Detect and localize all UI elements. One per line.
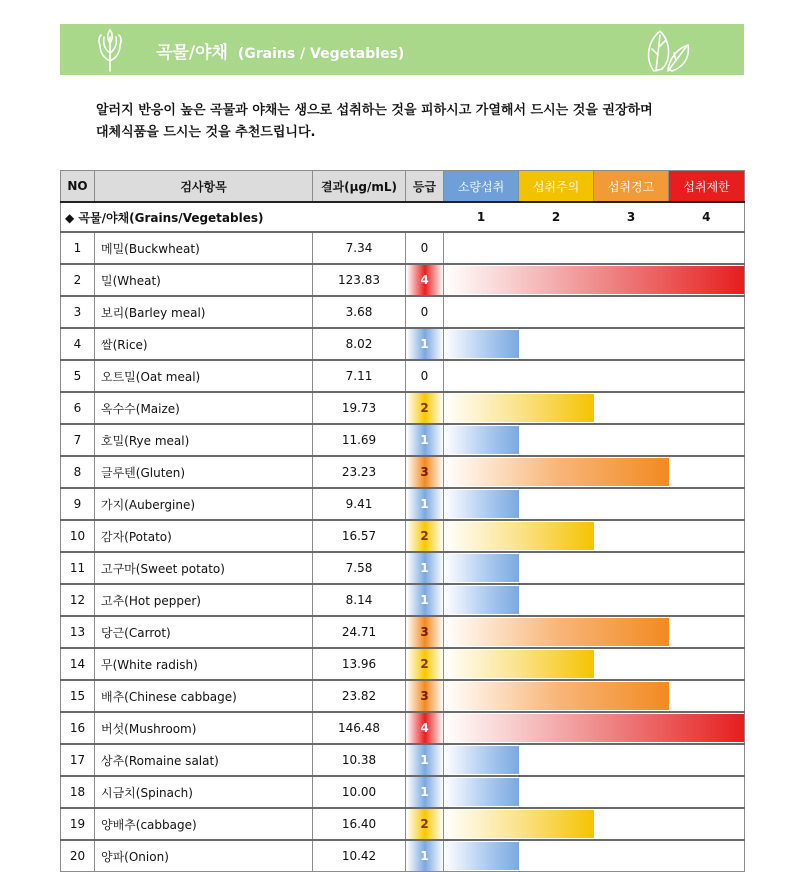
grade-cell (406, 328, 444, 360)
grade-value: 0 (420, 305, 429, 319)
intro-line-2: 대체식품을 드시는 것을 추천드립니다. (96, 125, 316, 140)
level-bar (444, 266, 744, 294)
result-value: 123.83 (313, 264, 406, 296)
grade-cell (406, 744, 444, 776)
grade-cell (406, 232, 444, 264)
result-value: 19.73 (313, 392, 406, 424)
grade-value: 1 (420, 497, 429, 511)
col-item: 검사항목 (95, 171, 313, 203)
level-bar (444, 554, 519, 582)
result-value: 10.00 (313, 776, 406, 808)
table-row (61, 776, 745, 808)
level-bar-cell (444, 616, 745, 648)
result-value: 8.14 (313, 584, 406, 616)
result-value: 7.11 (313, 360, 406, 392)
row-number: 7 (61, 424, 95, 456)
grade-cell (406, 616, 444, 648)
row-number: 5 (61, 360, 95, 392)
level-bar-cell (444, 392, 745, 424)
table-header (61, 171, 745, 203)
grade-value: 4 (420, 721, 429, 735)
section-banner (60, 24, 744, 75)
level-bar (444, 746, 519, 774)
level-bar (444, 650, 594, 678)
grade-value: 4 (420, 273, 429, 287)
grade-cell (406, 808, 444, 840)
level-bar-cell (444, 680, 745, 712)
row-number: 18 (61, 776, 95, 808)
item-name: 호밀(Rye meal) (95, 424, 313, 456)
intro-text (96, 100, 746, 144)
grade-value: 0 (420, 241, 429, 255)
grade-cell (406, 360, 444, 392)
col-no: NO (61, 171, 95, 203)
row-number: 2 (61, 264, 95, 296)
grade-value: 3 (420, 465, 429, 479)
table-row (61, 392, 745, 424)
level-bar-cell (444, 360, 745, 392)
item-name: 메밀(Buckwheat) (95, 232, 313, 264)
row-number: 4 (61, 328, 95, 360)
grade-value: 3 (420, 625, 429, 639)
level-bar-cell (444, 776, 745, 808)
item-name: 글루텐(Gluten) (95, 456, 313, 488)
item-name: 고추(Hot pepper) (95, 584, 313, 616)
table-row (61, 712, 745, 744)
grade-value: 2 (420, 657, 429, 671)
item-name: 감자(Potato) (95, 520, 313, 552)
item-name: 가지(Aubergine) (95, 488, 313, 520)
level-bar (444, 490, 519, 518)
table-row (61, 840, 745, 872)
table-row (61, 680, 745, 712)
level-bar (444, 394, 594, 422)
grade-value: 2 (420, 529, 429, 543)
result-value: 7.58 (313, 552, 406, 584)
scale-1: 1 (444, 202, 519, 232)
result-value: 16.57 (313, 520, 406, 552)
grade-value: 1 (420, 785, 429, 799)
level-bar-cell (444, 520, 745, 552)
table-row (61, 296, 745, 328)
level-bar-cell (444, 648, 745, 680)
grade-cell (406, 488, 444, 520)
col-level-3: 섭취경고 (594, 171, 669, 203)
item-name: 밀(Wheat) (95, 264, 313, 296)
section-label: ◆ 곡물/야채(Grains/Vegetables) (61, 202, 444, 232)
result-value: 11.69 (313, 424, 406, 456)
table-row (61, 552, 745, 584)
row-number: 8 (61, 456, 95, 488)
section-row (61, 202, 745, 232)
table-row (61, 264, 745, 296)
result-value: 9.41 (313, 488, 406, 520)
result-value: 13.96 (313, 648, 406, 680)
grade-cell (406, 840, 444, 872)
grade-cell (406, 584, 444, 616)
level-bar (444, 618, 669, 646)
row-number: 9 (61, 488, 95, 520)
table-row (61, 424, 745, 456)
grade-value: 1 (420, 849, 429, 863)
table-row (61, 232, 745, 264)
grade-value: 1 (420, 593, 429, 607)
row-number: 17 (61, 744, 95, 776)
wheat-icon (90, 27, 130, 77)
item-name: 쌀(Rice) (95, 328, 313, 360)
item-name: 옥수수(Maize) (95, 392, 313, 424)
result-value: 16.40 (313, 808, 406, 840)
result-value: 24.71 (313, 616, 406, 648)
level-bar (444, 426, 519, 454)
level-bar-cell (444, 424, 745, 456)
table-row (61, 616, 745, 648)
level-bar (444, 682, 669, 710)
result-value: 146.48 (313, 712, 406, 744)
row-number: 19 (61, 808, 95, 840)
level-bar (444, 586, 519, 614)
row-number: 11 (61, 552, 95, 584)
table-row (61, 360, 745, 392)
table-row (61, 584, 745, 616)
level-bar-cell (444, 328, 745, 360)
level-bar-cell (444, 552, 745, 584)
row-number: 6 (61, 392, 95, 424)
row-number: 20 (61, 840, 95, 872)
result-value: 3.68 (313, 296, 406, 328)
grade-value: 1 (420, 337, 429, 351)
table-row (61, 808, 745, 840)
result-value: 8.02 (313, 328, 406, 360)
level-bar-cell (444, 744, 745, 776)
allergy-table (60, 170, 745, 872)
result-value: 10.42 (313, 840, 406, 872)
intro-line-1: 알러지 반응이 높은 곡물과 야채는 생으로 섭취하는 것을 피하시고 가열해서 드시는 것을 권장하며 (96, 103, 653, 118)
level-bar (444, 778, 519, 806)
row-number: 10 (61, 520, 95, 552)
grade-value: 1 (420, 561, 429, 575)
col-level-4: 섭취제한 (669, 171, 745, 203)
row-number: 13 (61, 616, 95, 648)
grade-cell (406, 296, 444, 328)
level-bar-cell (444, 808, 745, 840)
level-bar-cell (444, 840, 745, 872)
level-bar-cell (444, 712, 745, 744)
grade-value: 3 (420, 689, 429, 703)
row-number: 12 (61, 584, 95, 616)
leaf-icon (640, 25, 694, 79)
item-name: 버섯(Mushroom) (95, 712, 313, 744)
row-number: 14 (61, 648, 95, 680)
result-value: 23.82 (313, 680, 406, 712)
level-bar-cell (444, 296, 745, 328)
grade-cell (406, 424, 444, 456)
grade-value: 1 (420, 753, 429, 767)
grade-cell (406, 520, 444, 552)
grade-value: 2 (420, 401, 429, 415)
title-english: (Grains / Vegetables) (237, 46, 405, 62)
result-value: 23.23 (313, 456, 406, 488)
col-level-2: 섭취주의 (519, 171, 594, 203)
grade-value: 1 (420, 433, 429, 447)
col-level-1: 소량섭취 (444, 171, 519, 203)
item-name: 보리(Barley meal) (95, 296, 313, 328)
table-row (61, 520, 745, 552)
level-bar (444, 810, 594, 838)
level-bar-cell (444, 584, 745, 616)
item-name: 양배추(cabbage) (95, 808, 313, 840)
row-number: 1 (61, 232, 95, 264)
row-number: 16 (61, 712, 95, 744)
item-name: 당근(Carrot) (95, 616, 313, 648)
grade-cell (406, 648, 444, 680)
result-value: 7.34 (313, 232, 406, 264)
level-bar-cell (444, 488, 745, 520)
scale-4: 4 (669, 202, 745, 232)
scale-3: 3 (594, 202, 669, 232)
item-name: 오트밀(Oat meal) (95, 360, 313, 392)
level-bar (444, 330, 519, 358)
col-grade: 등급 (406, 171, 444, 203)
table-row (61, 456, 745, 488)
level-bar-cell (444, 456, 745, 488)
item-name: 배추(Chinese cabbage) (95, 680, 313, 712)
col-result: 결과(μg/mL) (313, 171, 406, 203)
result-value: 10.38 (313, 744, 406, 776)
title-korean: 곡물/야채 (156, 43, 228, 63)
grade-value: 2 (420, 817, 429, 831)
level-bar (444, 522, 594, 550)
table-row (61, 488, 745, 520)
table-row (61, 328, 745, 360)
grade-cell (406, 680, 444, 712)
grade-cell (406, 456, 444, 488)
item-name: 무(White radish) (95, 648, 313, 680)
table-row (61, 744, 745, 776)
grade-cell (406, 264, 444, 296)
item-name: 상추(Romaine salat) (95, 744, 313, 776)
table-row (61, 648, 745, 680)
grade-cell (406, 712, 444, 744)
scale-2: 2 (519, 202, 594, 232)
grade-cell (406, 392, 444, 424)
level-bar-cell (444, 232, 745, 264)
level-bar (444, 458, 669, 486)
level-bar-cell (444, 264, 745, 296)
grade-cell (406, 776, 444, 808)
page-title (156, 38, 404, 63)
grade-cell (406, 552, 444, 584)
item-name: 시금치(Spinach) (95, 776, 313, 808)
level-bar (444, 714, 744, 742)
item-name: 고구마(Sweet potato) (95, 552, 313, 584)
grade-value: 0 (420, 369, 429, 383)
row-number: 15 (61, 680, 95, 712)
row-number: 3 (61, 296, 95, 328)
item-name: 양파(Onion) (95, 840, 313, 872)
